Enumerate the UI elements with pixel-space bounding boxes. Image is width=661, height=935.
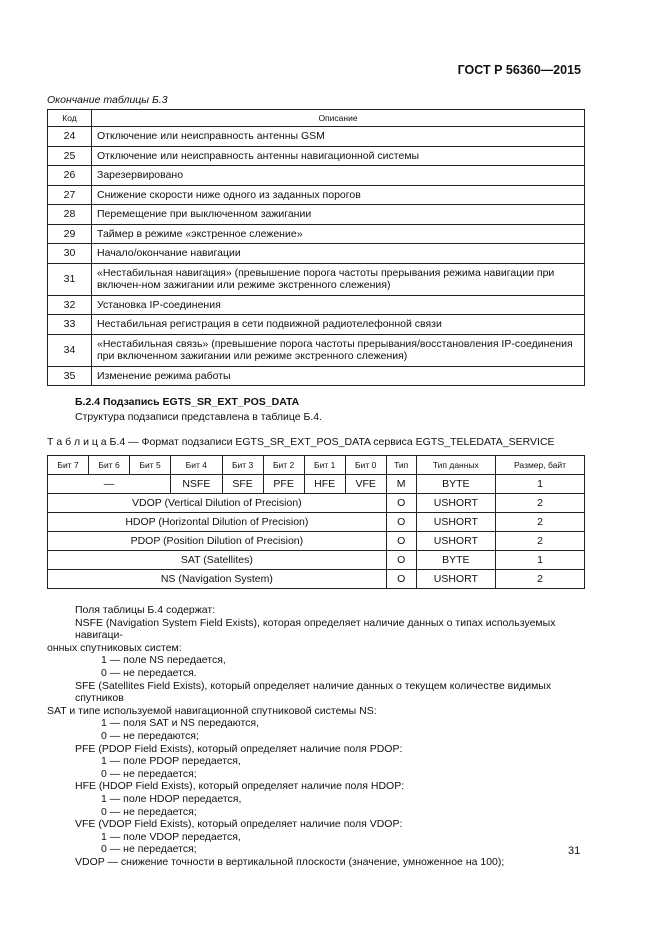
table-row	[48, 315, 585, 335]
table-row	[48, 551, 585, 570]
table-row	[48, 366, 585, 386]
table-row	[48, 263, 585, 295]
table-b4-caption: Т а б л и ц а Б.4 — Формат подзаписи EGTS_SR_EXT_POS_DATA сервиса EGTS_TELEDATA_SERVICE	[47, 436, 555, 448]
table-row	[48, 513, 585, 532]
field-name-cell: HDOP (Horizontal Dilution of Precision)	[48, 513, 387, 532]
paragraph-line: NSFE (Navigation System Field Exists), которая определяет наличие данных о типах используемых навигаци-	[75, 616, 556, 642]
code-cell: 24	[48, 127, 92, 147]
type-cell: M	[386, 475, 416, 494]
description-cell: Отключение или неисправность антенны навигационной системы	[92, 146, 585, 166]
table-row	[48, 334, 585, 366]
table-row	[48, 244, 585, 264]
size-cell: 2	[496, 494, 585, 513]
table-row	[48, 205, 585, 225]
field-name-cell: NS (Navigation System)	[48, 570, 387, 589]
code-cell: 28	[48, 205, 92, 225]
data-type-cell: USHORT	[416, 494, 495, 513]
flag-bit-cell: HFE	[304, 475, 345, 494]
paragraph-line: 0 — не передается;	[101, 805, 197, 818]
table-b4	[47, 455, 585, 589]
field-name-cell: SAT (Satellites)	[48, 551, 387, 570]
flag-bit-cell: VFE	[345, 475, 386, 494]
code-cell: 29	[48, 224, 92, 244]
flag-bit-cell: PFE	[263, 475, 304, 494]
paragraph-line: HFE (HDOP Field Exists), который определяет наличие поля HDOP:	[75, 780, 405, 793]
size-cell: 2	[496, 513, 585, 532]
table-row	[48, 532, 585, 551]
column-header: Бит 1	[304, 456, 345, 475]
paragraph-line: SAT и типе используемой навигационной спутниковой системы NS:	[47, 704, 377, 717]
paragraph-line: 1 — поле PDOP передается,	[101, 755, 241, 768]
paragraph-line: 0 — не передается;	[101, 767, 197, 780]
table-row	[48, 224, 585, 244]
data-type-cell: BYTE	[416, 551, 495, 570]
column-header: Бит 2	[263, 456, 304, 475]
code-cell: 30	[48, 244, 92, 264]
data-type-cell: BYTE	[416, 475, 495, 494]
table-row	[48, 475, 585, 494]
code-cell: 27	[48, 185, 92, 205]
table-row	[48, 127, 585, 147]
table-b3	[47, 109, 585, 386]
col-desc-header: Описание	[92, 110, 585, 127]
size-cell: 1	[496, 551, 585, 570]
code-cell: 34	[48, 334, 92, 366]
column-header: Бит 3	[222, 456, 263, 475]
code-cell: 31	[48, 263, 92, 295]
code-cell: 25	[48, 146, 92, 166]
flag-bit-cell: NSFE	[171, 475, 222, 494]
size-cell: 2	[496, 532, 585, 551]
table-row	[48, 185, 585, 205]
paragraph-line: 1 — поле HDOP передается,	[101, 792, 242, 805]
col-code-header: Код	[48, 110, 92, 127]
table-row	[48, 166, 585, 186]
section-heading: Б.2.4 Подзапись EGTS_SR_EXT_POS_DATA	[75, 396, 300, 408]
paragraph-line: 1 — поле VDOP передается,	[101, 830, 241, 843]
column-header: Бит 4	[171, 456, 222, 475]
code-cell: 32	[48, 295, 92, 315]
paragraph-line: SFE (Satellites Field Exists), который определяет наличие данных о текущем количестве видимых спутников	[75, 679, 552, 705]
table-row	[48, 494, 585, 513]
table-row	[48, 146, 585, 166]
data-type-cell: USHORT	[416, 532, 495, 551]
type-cell: O	[386, 513, 416, 532]
type-cell: O	[386, 494, 416, 513]
description-cell: Перемещение при выключенном зажигании	[92, 205, 585, 225]
paragraph-line: 0 — не передается;	[101, 843, 197, 856]
data-type-cell: USHORT	[416, 570, 495, 589]
column-header: Бит 6	[89, 456, 130, 475]
description-cell: «Нестабильная связь» (превышение порога частоты прерывания/восстановления IP-соединения при включенном зажигании или режиме экстренного слежения)	[92, 334, 585, 366]
paragraph-line: 1 — поле NS передается,	[101, 654, 226, 667]
description-cell: Таймер в режиме «экстренное слежение»	[92, 224, 585, 244]
field-name-cell: VDOP (Vertical Dilution of Precision)	[48, 494, 387, 513]
paragraph-line: 0 — не передаются;	[101, 729, 199, 742]
body-text	[47, 604, 585, 868]
description-cell: Отключение или неисправность антенны GSM	[92, 127, 585, 147]
size-cell: 1	[496, 475, 585, 494]
table-row	[48, 295, 585, 315]
description-cell: Начало/окончание навигации	[92, 244, 585, 264]
table-b3-caption: Окончание таблицы Б.3	[47, 94, 168, 106]
type-cell: O	[386, 532, 416, 551]
description-cell: Нестабильная регистрация в сети подвижной радиотелефонной связи	[92, 315, 585, 335]
paragraph-line: PFE (PDOP Field Exists), который определяет наличие поля PDOP:	[75, 742, 403, 755]
column-header: Бит 5	[130, 456, 171, 475]
paragraph-line: VDOP — снижение точности в вертикальной плоскости (значение, умноженное на 100);	[75, 855, 505, 868]
page-number: 31	[568, 845, 581, 857]
data-type-cell: USHORT	[416, 513, 495, 532]
reserved-bits-cell: —	[48, 475, 171, 494]
column-header: Размер, байт	[496, 456, 585, 475]
column-header: Бит 0	[345, 456, 386, 475]
paragraph-line: 1 — поля SAT и NS передаются,	[101, 717, 259, 730]
column-header: Бит 7	[48, 456, 89, 475]
description-cell: «Нестабильная навигация» (превышение порога частоты прерывания режима навигации при включен-ном зажигании или режиме экстренного слежения)	[92, 263, 585, 295]
description-cell: Зарезервировано	[92, 166, 585, 186]
paragraph-line: VFE (VDOP Field Exists), который определяет наличие поля VDOP:	[75, 818, 403, 831]
size-cell: 2	[496, 570, 585, 589]
table-row	[48, 570, 585, 589]
field-name-cell: PDOP (Position Dilution of Precision)	[48, 532, 387, 551]
code-cell: 33	[48, 315, 92, 335]
flag-bit-cell: SFE	[222, 475, 263, 494]
paragraph-line: Поля таблицы Б.4 содержат:	[75, 604, 216, 616]
standard-number: ГОСТ Р 56360—2015	[457, 63, 581, 77]
section-intro: Структура подзаписи представлена в таблице Б.4.	[75, 411, 323, 423]
column-header: Тип данных	[416, 456, 495, 475]
column-header: Тип	[386, 456, 416, 475]
paragraph-line: онных спутниковых систем:	[47, 641, 182, 654]
description-cell: Изменение режима работы	[92, 366, 585, 386]
description-cell: Установка IP-соединения	[92, 295, 585, 315]
type-cell: O	[386, 570, 416, 589]
description-cell: Снижение скорости ниже одного из заданных порогов	[92, 185, 585, 205]
code-cell: 35	[48, 366, 92, 386]
paragraph-line: 0 — не передается.	[101, 666, 197, 679]
code-cell: 26	[48, 166, 92, 186]
type-cell: O	[386, 551, 416, 570]
